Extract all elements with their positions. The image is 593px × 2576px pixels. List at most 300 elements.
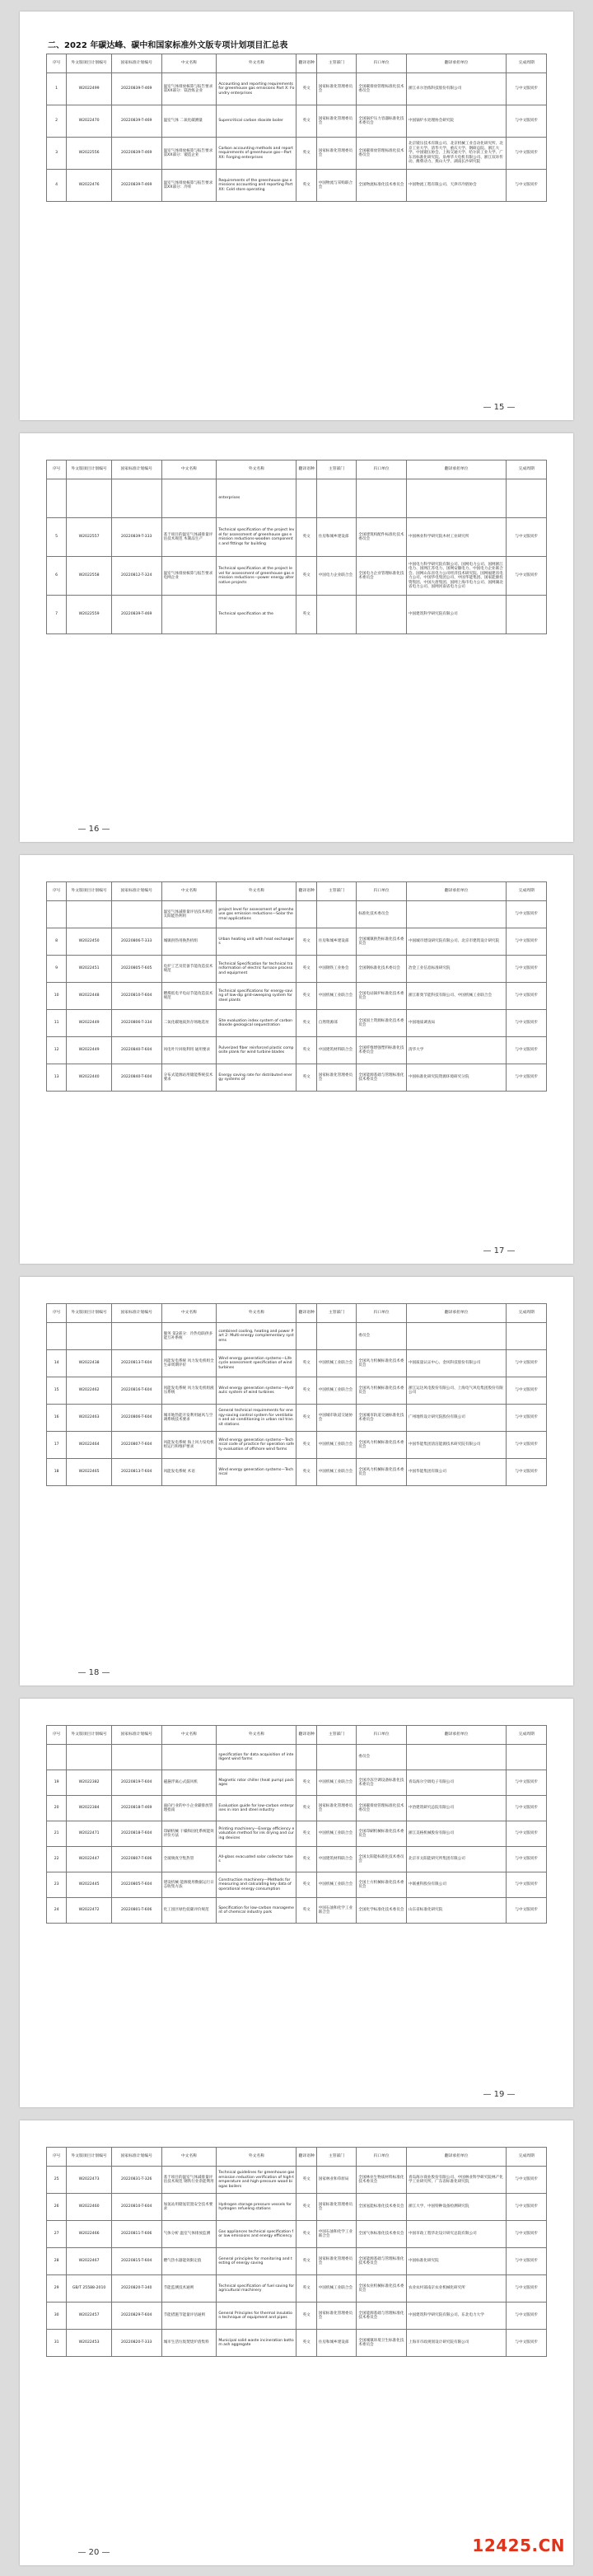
col-no-cell: 29 — [47, 2275, 67, 2303]
page-number: — 20 — — [77, 2548, 110, 2557]
col-no-cell: 27 — [47, 2221, 67, 2248]
col-foreign-name-cell: Site evaluation index system of carbon dioxide geological sequestration — [217, 1010, 296, 1037]
col-chinese-name-cell: 风电叶片回收利用 通用要求 — [161, 1037, 217, 1064]
col-foreign-plan-code-cell: W2022460 — [67, 2194, 112, 2221]
col-department-cell: 国家标准化管理委员会 — [316, 73, 357, 105]
col-department-cell: 中国建筑材料联合会 — [316, 1847, 357, 1872]
col-department-cell: 国家林业和草原局 — [316, 2167, 357, 2194]
col-technical-committee-cell — [357, 479, 407, 518]
col-technical-committee-cell: 全国化学标准化技术委员会 — [357, 1898, 407, 1924]
col-no-cell: 28 — [47, 2248, 67, 2275]
col-no-cell: 13 — [47, 1064, 67, 1092]
col-chinese-name-cell: 全玻璃真空集热管 — [161, 1847, 217, 1872]
col-national-plan-code-cell: 20220818-T-604 — [111, 1821, 161, 1847]
standards-table — [46, 881, 547, 1092]
col-national-plan-code-cell: 20220839-T-333 — [111, 518, 161, 557]
col-no-cell: 8 — [47, 928, 67, 956]
section-title: 二、2022 年碳达峰、碳中和国家标准外文版专项计划项目汇总表 — [48, 41, 288, 50]
col-national-plan-code-cell: 20220807-T-604 — [111, 1432, 161, 1459]
col-department-cell: 国家标准化管理委员会 — [316, 105, 357, 138]
col-department-cell: 中国机械工业联合会 — [316, 1821, 357, 1847]
col-language-cell: 英文 — [296, 138, 316, 170]
col-technical-committee-cell: 全国氢能标准化技术委员会 — [357, 2194, 407, 2221]
col-technical-committee-cell: 全国印刷机械标准化技术委员会 — [357, 1821, 407, 1847]
col-national-plan-code-cell — [111, 901, 161, 928]
col-national-plan-code-cell — [111, 1745, 161, 1770]
col-foreign-name-cell: Wind energy generation systems—Hydraulic system of wind turbines — [217, 1377, 296, 1405]
col-period-cell — [507, 1323, 547, 1350]
col-chinese-name-cell: 温室气体排放核算与报告要求 第XX部分：冷库 — [161, 170, 217, 202]
col-period-cell: 与中文版同步 — [507, 73, 547, 105]
document-page-3 — [20, 855, 573, 1264]
col-national-plan-code-cell — [111, 479, 161, 518]
col-translator-cell: 中冶建筑研究总院有限公司 — [406, 1796, 506, 1821]
col-technical-committee-cell: 全国风力机械标准化技术委员会 — [357, 1350, 407, 1377]
col-translator-cell: 农业农村部南京农业机械化研究所 — [406, 2275, 506, 2303]
col-period-cell: 与中文版同步 — [507, 2275, 547, 2303]
col-national-plan-code-cell: 20220815-T-604 — [111, 2248, 161, 2275]
col-period-cell: 与中文版同步 — [507, 2248, 547, 2275]
table-row — [47, 983, 547, 1010]
col-foreign-name-cell: Supercritical carbon dioxide boiler — [217, 105, 296, 138]
col-period-cell: 与中文版同步 — [507, 1350, 547, 1377]
col-national-plan-code-cell: 20220807-T-606 — [111, 1847, 161, 1872]
col-period-cell: 与中文版同步 — [507, 2303, 547, 2330]
table-row — [47, 2248, 547, 2275]
col-language-cell: 英文 — [296, 2221, 316, 2248]
col-technical-committee-cell: 全国国土资源标准化技术委员会 — [357, 1010, 407, 1037]
col-national-plan-code-cell: 20220812-T-324 — [111, 557, 161, 596]
col-national-plan-code-cell: 20220820-T-333 — [111, 2330, 161, 2357]
col-language-cell: 英文 — [296, 1770, 316, 1796]
col-foreign-name-cell: All-glass evacuated solar collector tubes — [217, 1847, 296, 1872]
col-no-cell: 23 — [47, 1872, 67, 1898]
col-chinese-name-cell: 温室气体排放核算与报告要求 第XX部分：锻造企业 — [161, 138, 217, 170]
col-period-cell: 与中文版同步 — [507, 2194, 547, 2221]
col-foreign-plan-code-cell: GB/T 25588-2010 — [67, 2275, 112, 2303]
col-foreign-plan-code-cell: W2022384 — [67, 1796, 112, 1821]
col-technical-committee-cell: 全国城市轨道交通标准化技术委员会 — [357, 1405, 407, 1432]
col-language-header: 翻译语种 — [296, 882, 316, 901]
col-foreign-plan-code-cell — [67, 901, 112, 928]
standards-table — [46, 1303, 547, 1486]
col-period-cell: 与中文版同步 — [507, 1010, 547, 1037]
col-foreign-name-header: 外文名称 — [217, 882, 296, 901]
col-technical-committee-cell: 全国土方机械标准化技术委员会 — [357, 1872, 407, 1898]
col-chinese-name-cell: 基于项目的温室气体减排量评估技术规范 木制品生产 — [161, 518, 217, 557]
col-no-cell — [47, 1745, 67, 1770]
col-language-cell: 英文 — [296, 1847, 316, 1872]
col-period-cell: 与中文版同步 — [507, 1847, 547, 1872]
col-foreign-name-cell: Municipal solid waste incineration bottom ash aggregate — [217, 2330, 296, 2357]
col-technical-committee-cell — [357, 596, 407, 634]
table-row — [47, 1037, 547, 1064]
col-period-cell: 与中文版同步 — [507, 1872, 547, 1898]
col-foreign-name-cell: Technical specification of fuel saving for agricultural machinery — [217, 2275, 296, 2303]
col-period-cell: 与中文版同步 — [507, 2221, 547, 2248]
standards-table — [46, 1725, 547, 1924]
table-row — [47, 138, 547, 170]
col-period-cell — [507, 596, 547, 634]
col-period-cell: 与中文版同步 — [507, 105, 547, 138]
col-department-cell: 住房和城乡建设部 — [316, 2330, 357, 2357]
col-department-cell — [316, 1745, 357, 1770]
col-foreign-name-cell: Carbon accounting methods and report requirements of greenhouse gas—Part XX: Forging enterprises — [217, 138, 296, 170]
col-language-cell: 英文 — [296, 1350, 316, 1377]
col-no-cell — [47, 901, 67, 928]
col-foreign-name-cell: Technical specification of the project level for assessment of greenhouse gas emission reductions-wooden components and fittings for building — [217, 518, 296, 557]
col-translator-cell: 中国建筑科学研究院有限公司 — [406, 596, 506, 634]
col-period-cell: 与中文版同步 — [507, 1898, 547, 1924]
col-no-cell: 26 — [47, 2194, 67, 2221]
standards-table — [46, 54, 547, 202]
col-department-cell — [316, 901, 357, 928]
col-department-cell — [316, 479, 357, 518]
col-chinese-name-cell: 印刷机械 干燥和固化系统能效评价方法 — [161, 1821, 217, 1847]
table-row — [47, 1323, 547, 1350]
col-national-plan-code-cell: 20220839-T-469 — [111, 596, 161, 634]
col-department-cell: 中国机械工业联合会 — [316, 1459, 357, 1486]
col-language-cell: 英文 — [296, 1037, 316, 1064]
col-period-cell: 与中文版同步 — [507, 1377, 547, 1405]
col-no-cell — [47, 479, 67, 518]
col-technical-committee-cell: 全国气体标准化技术委员会 — [357, 2221, 407, 2248]
col-technical-committee-cell: 全国碳排放管理标准化技术委员会 — [357, 73, 407, 105]
col-national-plan-code-header: 国家标准计划编号 — [111, 1726, 161, 1745]
col-foreign-plan-code-cell: W2022463 — [67, 1405, 112, 1432]
col-technical-committee-cell: 全国城镇环境卫生标准化技术委员会 — [357, 2330, 407, 2357]
col-national-plan-code-cell: 20220820-T-340 — [111, 2275, 161, 2303]
col-translator-header: 翻译承担单位 — [406, 54, 506, 73]
col-no-cell: 12 — [47, 1037, 67, 1064]
col-chinese-name-cell — [161, 596, 217, 634]
table-row — [47, 596, 547, 634]
col-foreign-name-cell: Printing machinery—Energy efficiency evaluation method for ink drying and curing devices — [217, 1821, 296, 1847]
col-national-plan-code-cell: 20220839-T-469 — [111, 105, 161, 138]
col-foreign-name-cell: Hydrogen storage pressure vessels for hydrogen refueling stations — [217, 2194, 296, 2221]
col-foreign-name-cell: Wind energy generation systems—Technical — [217, 1459, 296, 1486]
col-translator-cell — [406, 1745, 506, 1770]
col-chinese-name-cell: 温室气体 二氧化碳测量 — [161, 105, 217, 138]
col-no-cell: 2 — [47, 105, 67, 138]
col-chinese-name-cell: 温室气体减排量评估技术规范 太阳能热利用 — [161, 901, 217, 928]
col-no-cell: 11 — [47, 1010, 67, 1037]
col-technical-committee-cell: 全国电力企业管理标准化技术委员会 — [357, 557, 407, 596]
col-period-cell: 与中文版同步 — [507, 1405, 547, 1432]
col-national-plan-code-cell: 20220840-T-604 — [111, 1064, 161, 1092]
col-period-cell: 与中文版同步 — [507, 1770, 547, 1796]
col-department-cell: 中国机械工业联合会 — [316, 1872, 357, 1898]
col-foreign-plan-code-cell: W2022440 — [67, 1064, 112, 1092]
col-no-cell: 9 — [47, 956, 67, 983]
col-department-cell: 中国石油和化学工业联合会 — [316, 1898, 357, 1924]
col-technical-committee-header: 归口单位 — [357, 1304, 407, 1323]
col-no-header: 序号 — [47, 461, 67, 479]
col-translator-cell — [406, 479, 506, 518]
col-technical-committee-cell: 全国锅炉压力容器标准化技术委员会 — [357, 105, 407, 138]
col-national-plan-code-header: 国家标准计划编号 — [111, 1304, 161, 1323]
col-language-cell: 英文 — [296, 2330, 316, 2357]
table-row — [47, 1064, 547, 1092]
col-department-cell: 自然资源部 — [316, 1010, 357, 1037]
col-national-plan-code-header: 国家标准计划编号 — [111, 2148, 161, 2167]
col-language-cell: 英文 — [296, 1377, 316, 1405]
col-language-cell — [296, 901, 316, 928]
page-number: — 19 — — [483, 2090, 516, 2099]
col-no-cell: 22 — [47, 1847, 67, 1872]
col-language-cell: 英文 — [296, 928, 316, 956]
col-foreign-plan-code-cell: W2022556 — [67, 138, 112, 170]
col-period-header: 完成周期 — [507, 882, 547, 901]
col-translator-header: 翻译承担单位 — [406, 2148, 506, 2167]
col-translator-header: 翻译承担单位 — [406, 461, 506, 479]
col-translator-cell: 清华大学 — [406, 1037, 506, 1064]
col-department-header: 主管部门 — [316, 54, 357, 73]
col-translator-cell: 山东省标准化研究院 — [406, 1898, 506, 1924]
col-foreign-plan-code-cell: W2022465 — [67, 1459, 112, 1486]
col-no-cell — [47, 1323, 67, 1350]
col-language-cell: 英文 — [296, 1459, 316, 1486]
table-row — [47, 1770, 547, 1796]
col-foreign-plan-code-cell: W2022438 — [67, 1350, 112, 1377]
col-national-plan-code-cell: 20220839-T-469 — [111, 73, 161, 105]
col-period-cell: 与中文版同步 — [507, 1821, 547, 1847]
col-language-cell: 英文 — [296, 1821, 316, 1847]
col-foreign-name-cell: Technical guidelines for greenhouse gas emission reduction verification of high-temperature and high-pressure wood biogas boilers — [217, 2167, 296, 2194]
col-foreign-plan-code-cell — [67, 1745, 112, 1770]
col-foreign-plan-code-header: 外文版项目计划编号 — [67, 54, 112, 73]
col-translator-cell: 浙江美格机械股份有限公司 — [406, 1821, 506, 1847]
col-chinese-name-cell: 风能发电系统 海上风力发电机组运行和维护要求 — [161, 1432, 217, 1459]
col-language-cell: 英文 — [296, 1872, 316, 1898]
col-no-cell: 17 — [47, 1432, 67, 1459]
document-page-5 — [20, 1699, 573, 2107]
col-foreign-plan-code-cell: W2022471 — [67, 1821, 112, 1847]
table-row — [47, 1898, 547, 1924]
col-department-header: 主管部门 — [316, 1304, 357, 1323]
col-chinese-name-cell: 温室气体排放核算与报告要求 电网企业 — [161, 557, 217, 596]
standards-table — [46, 2147, 547, 2357]
col-foreign-name-cell: Accounting and reporting requirements for greenhouse gas emissions Part X: Foundry enterprises — [217, 73, 296, 105]
col-national-plan-code-cell: 20220806-T-333 — [111, 928, 161, 956]
col-chinese-name-cell: 建设机械 能源使用数据运行日志收集方法 — [161, 1872, 217, 1898]
col-department-cell: 中国机械工业联合会 — [316, 2275, 357, 2303]
col-department-cell: 住房和城乡建设部 — [316, 928, 357, 956]
col-foreign-name-cell: Gas appliances technical specification for low emissions and energy efficiency — [217, 2221, 296, 2248]
table-row — [47, 1745, 547, 1770]
col-department-cell: 中国建筑材料联合会 — [316, 1037, 357, 1064]
page-number: — 18 — — [77, 1668, 110, 1677]
col-chinese-name-cell — [161, 479, 217, 518]
col-no-cell: 30 — [47, 2303, 67, 2330]
col-foreign-plan-code-cell — [67, 479, 112, 518]
table-row — [47, 2221, 547, 2248]
col-foreign-plan-code-header: 外文版项目计划编号 — [67, 461, 112, 479]
col-no-header: 序号 — [47, 2148, 67, 2167]
col-department-cell: 中国机械工业联合会 — [316, 983, 357, 1010]
col-translator-cell: 浙江新奥节能科技有限公司、中国机械工业联合会 — [406, 983, 506, 1010]
col-foreign-name-cell: Wind energy generation systems—Technical code of practice for operation safety evaluation of offshore wind farms — [217, 1432, 296, 1459]
col-language-cell: 英文 — [296, 956, 316, 983]
document-page-1 — [20, 12, 573, 420]
col-translator-cell: 中国标准化研究院资源环境研究分院 — [406, 1064, 506, 1092]
col-language-cell: 英文 — [296, 1064, 316, 1092]
col-foreign-plan-code-cell: W2022559 — [67, 596, 112, 634]
col-language-cell: 英文 — [296, 557, 316, 596]
col-technical-committee-cell: 全国碳排放管理标准化技术委员会 — [357, 1796, 407, 1821]
col-national-plan-code-cell: 20220840-T-604 — [111, 1037, 161, 1064]
col-chinese-name-cell: 风能发电系统 术语 — [161, 1459, 217, 1486]
col-period-cell: 与中文版同步 — [507, 983, 547, 1010]
col-foreign-plan-code-cell: W2022499 — [67, 73, 112, 105]
col-national-plan-code-cell: 20220839-T-469 — [111, 170, 161, 202]
col-chinese-name-cell — [161, 1745, 217, 1770]
col-national-plan-code-cell: 20220806-T-334 — [111, 1010, 161, 1037]
col-language-cell: 英文 — [296, 1796, 316, 1821]
table-header-row — [47, 1304, 547, 1323]
col-national-plan-code-cell: 20220831-T-326 — [111, 2167, 161, 2194]
col-technical-committee-header: 归口单位 — [357, 1726, 407, 1745]
col-technical-committee-cell: 全国碳排放管理标准化技术委员会 — [357, 138, 407, 170]
table-row — [47, 1405, 547, 1432]
col-department-cell: 中国机械工业联合会 — [316, 1350, 357, 1377]
table-row — [47, 2303, 547, 2330]
col-translator-cell: 浙江运达风电股份有限公司、上海电气风电集团股份有限公司 — [406, 1377, 506, 1405]
col-period-cell: 与中文版同步 — [507, 170, 547, 202]
col-technical-committee-cell: 全国物流标准化技术委员会 — [357, 170, 407, 202]
col-foreign-plan-code-cell: W2022558 — [67, 557, 112, 596]
col-national-plan-code-cell: 20220813-T-604 — [111, 1459, 161, 1486]
col-translator-cell: 广州地铁设计研究院股份有限公司 — [406, 1405, 506, 1432]
col-national-plan-code-cell: 20220816-T-604 — [111, 1377, 161, 1405]
table-row — [47, 1796, 547, 1821]
col-translator-cell: 中国城市建设研究院有限公司、北京市建筑设计研究院 — [406, 928, 506, 956]
col-no-header: 序号 — [47, 1304, 67, 1323]
col-chinese-name-header: 中文名称 — [161, 1304, 217, 1323]
col-translator-cell: 中国林业科学研究院木材工业研究所 — [406, 518, 506, 557]
col-chinese-name-cell: 节能措施节能量评估通则 — [161, 2303, 217, 2330]
col-no-cell: 4 — [47, 170, 67, 202]
col-foreign-plan-code-cell: W2022450 — [67, 928, 112, 956]
table-row — [47, 1459, 547, 1486]
col-national-plan-code-cell: 20220811-T-606 — [111, 2221, 161, 2248]
col-chinese-name-cell: 燃煤低电平电站节能改造技术规范 — [161, 983, 217, 1010]
col-period-cell — [507, 479, 547, 518]
col-translator-cell: 中联重科股份有限公司 — [406, 1872, 506, 1898]
col-no-cell: 14 — [47, 1350, 67, 1377]
col-language-cell: 英文 — [296, 170, 316, 202]
table-row — [47, 170, 547, 202]
col-chinese-name-cell: 电炉工艺及装备节能改造技术规范 — [161, 956, 217, 983]
col-no-cell: 25 — [47, 2167, 67, 2194]
col-chinese-name-cell: 燃气热水器能效限定值 — [161, 2248, 217, 2275]
col-translator-cell — [406, 901, 506, 928]
col-national-plan-code-cell: 20220806-T-604 — [111, 1405, 161, 1432]
col-foreign-name-cell: Urban heating unit with heat exchangers — [217, 928, 296, 956]
col-period-cell — [507, 1745, 547, 1770]
col-no-cell: 24 — [47, 1898, 67, 1924]
col-national-plan-code-cell: 20220805-T-605 — [111, 956, 161, 983]
col-language-header: 翻译语种 — [296, 54, 316, 73]
col-foreign-name-cell: Technical specification at the — [217, 596, 296, 634]
col-chinese-name-header: 中文名称 — [161, 1726, 217, 1745]
col-technical-committee-cell: 全国能源基础与管理标准化技术委员会 — [357, 2248, 407, 2275]
table-header-row — [47, 54, 547, 73]
col-language-cell: 英文 — [296, 2167, 316, 2194]
col-technical-committee-cell: 全国冷冻空调设备标准化技术委员会 — [357, 1770, 407, 1796]
col-language-cell: 英文 — [296, 2194, 316, 2221]
col-foreign-name-cell: Construction machinery—Methods for measuring and calculating key data of operational energy consumption — [217, 1872, 296, 1898]
col-technical-committee-cell: 委员会 — [357, 1745, 407, 1770]
col-department-cell — [316, 596, 357, 634]
col-department-header: 主管部门 — [316, 882, 357, 901]
col-translator-cell: 中国华能集团有限公司 — [406, 1459, 506, 1486]
col-national-plan-code-cell: 20220839-T-469 — [111, 138, 161, 170]
col-chinese-name-header: 中文名称 — [161, 2148, 217, 2167]
col-period-cell: 与中文版同步 — [507, 518, 547, 557]
col-national-plan-code-cell: 20220813-T-604 — [111, 1350, 161, 1377]
col-technical-committee-cell: 委员会 — [357, 1323, 407, 1350]
col-foreign-name-header: 外文名称 — [217, 2148, 296, 2167]
col-translator-cell: 中国电力科学研究院有限公司、国网电力公司、国网浙江电力、国网江苏电力、国网安徽电力、中国电力企业联合会、国网山东省电力公司经济技术研究院、国网福建省电力公司、中国华电集团公司、中国华能集团、国家能源投资集团、中国大唐集团、国网上海市电力公司、国网湖北省电力公司、国网河南省电力公司 — [406, 557, 506, 596]
col-language-cell: 英文 — [296, 105, 316, 138]
table-row — [47, 1821, 547, 1847]
col-foreign-name-cell: Magnetic rotor chiller (heat pump) packages — [217, 1770, 296, 1796]
col-foreign-name-cell: enterprises — [217, 479, 296, 518]
col-translator-cell: 中国华能集团清洁能源技术研究院有限公司 — [406, 1432, 506, 1459]
col-language-header: 翻译语种 — [296, 2148, 316, 2167]
col-foreign-plan-code-cell: W2022382 — [67, 1770, 112, 1796]
standards-table — [46, 460, 547, 634]
col-department-cell: 国家标准化管理委员会 — [316, 2194, 357, 2221]
col-department-cell: 中国机械工业联合会 — [316, 1432, 357, 1459]
col-no-cell: 21 — [47, 1821, 67, 1847]
col-foreign-name-cell: Technical specification at the project level for assessment of greenhouse gas emission reductions—power energy alternative projects — [217, 557, 296, 596]
col-language-cell: 英文 — [296, 1432, 316, 1459]
col-chinese-name-cell: 服务 第2部分：冷热电联供多能互补系统 — [161, 1323, 217, 1350]
col-department-header: 主管部门 — [316, 461, 357, 479]
col-foreign-name-header: 外文名称 — [217, 54, 296, 73]
col-chinese-name-cell: 风能发电系统 风力发电机组液压系统 — [161, 1377, 217, 1405]
col-language-cell — [296, 479, 316, 518]
col-translator-header: 翻译承担单位 — [406, 1726, 506, 1745]
col-language-cell: 英文 — [296, 596, 316, 634]
col-technical-committee-cell: 全国风力机械标准化技术委员会 — [357, 1459, 407, 1486]
col-foreign-plan-code-cell: W2022467 — [67, 2248, 112, 2275]
col-department-cell: 中国电力企业联合会 — [316, 557, 357, 596]
col-foreign-name-header: 外文名称 — [217, 1304, 296, 1323]
col-translator-cell: 中国物流工程有限公司、天津市冷链协会 — [406, 170, 506, 202]
col-foreign-name-cell: Specification for low-carbon management of chemical industry park — [217, 1898, 296, 1924]
col-no-cell: 7 — [47, 596, 67, 634]
col-language-header: 翻译语种 — [296, 1304, 316, 1323]
col-translator-header: 翻译承担单位 — [406, 1304, 506, 1323]
col-foreign-plan-code-cell: W2022464 — [67, 1432, 112, 1459]
col-period-cell: 与中文版同步 — [507, 1432, 547, 1459]
col-period-cell: 与中文版同步 — [507, 1037, 547, 1064]
col-language-header: 翻译语种 — [296, 461, 316, 479]
col-national-plan-code-cell: 20220829-T-604 — [111, 2303, 161, 2330]
col-period-header: 完成周期 — [507, 1304, 547, 1323]
col-foreign-plan-code-cell: W2022457 — [67, 2303, 112, 2330]
table-row — [47, 2330, 547, 2357]
col-technical-committee-cell: 全国纤维增强塑料标准化技术委员会 — [357, 1037, 407, 1064]
col-period-cell: 与中文版同步 — [507, 1459, 547, 1486]
col-national-plan-code-cell: 20220801-T-606 — [111, 1898, 161, 1924]
col-foreign-name-cell: specification for data acquisition of intelligent wind farms — [217, 1745, 296, 1770]
col-national-plan-code-cell: 20220810-T-604 — [111, 2194, 161, 2221]
col-translator-cell: 青岛海尔商业股份有限公司、中国林业科学研究院林产化学工业研究所、广东省标准化研究院 — [406, 2167, 506, 2194]
